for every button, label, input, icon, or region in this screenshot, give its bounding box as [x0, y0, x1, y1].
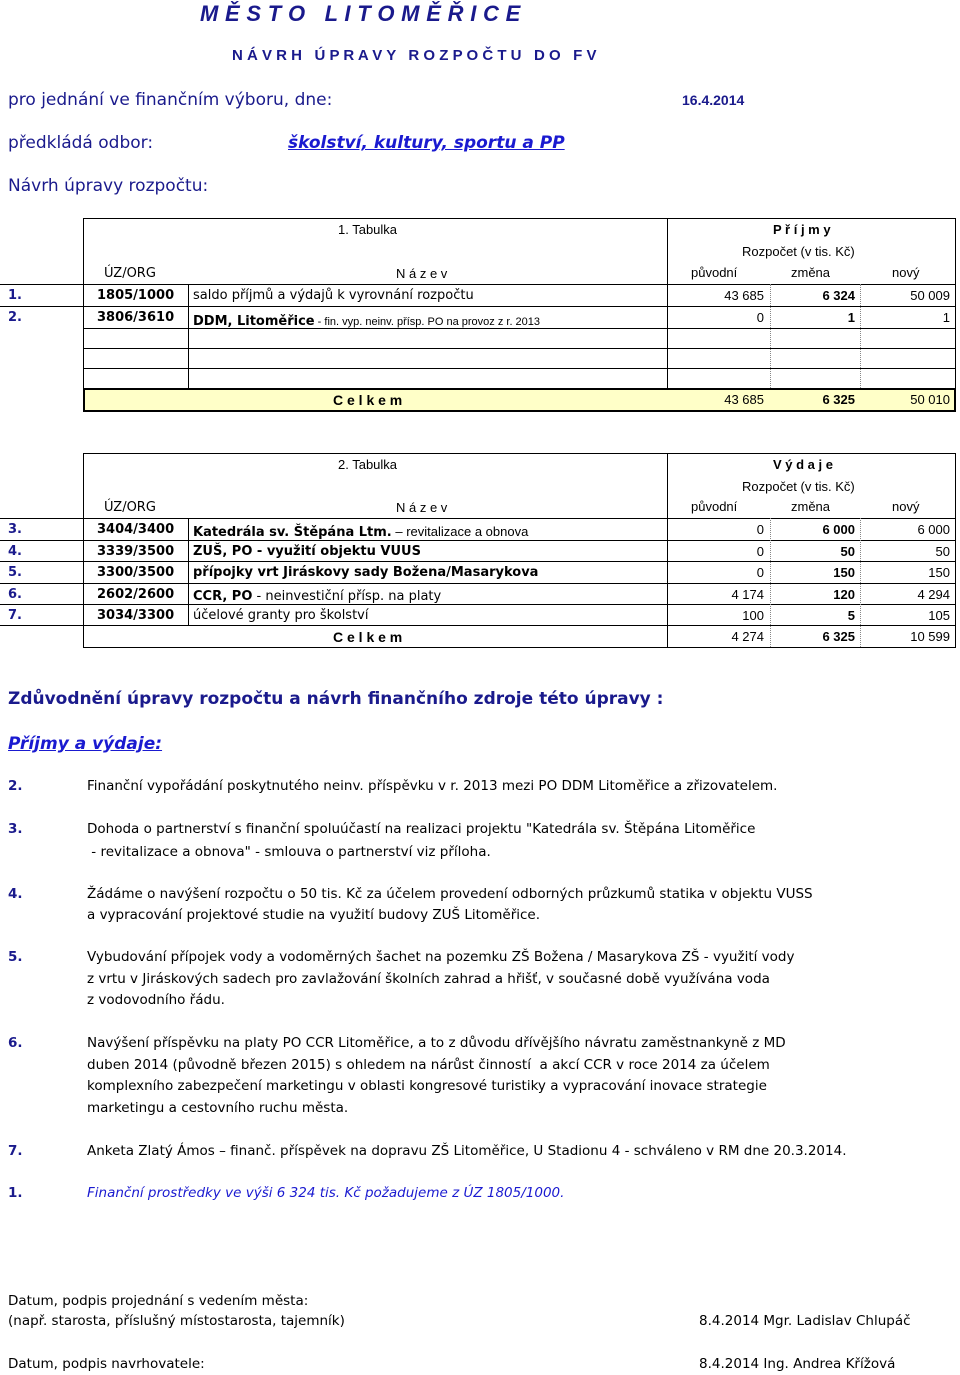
submitter-label: předkládá odbor:	[8, 133, 154, 153]
table2-section: V ý d a j e	[773, 457, 833, 472]
table2-col-name: N á z e v	[396, 500, 448, 515]
meeting-label: pro jednání ve finančním výboru, dne:	[8, 90, 333, 110]
table2-col-new: nový	[892, 499, 920, 514]
page-subtitle: N Á V R H Ú P R A V Y R O Z P O Č T U D O F V	[232, 47, 597, 64]
signature-label-management: Datum, podpis projednání s vedením města:	[8, 1293, 309, 1309]
table2-title: 2. Tabulka	[338, 457, 398, 472]
table2-col-change: změna	[791, 499, 831, 514]
signature-proposer: 8.4.2014 Ing. Andrea Křížová	[699, 1356, 896, 1372]
table2-col-orig: původní	[691, 499, 738, 514]
table1-col-new: nový	[892, 265, 920, 280]
signature-label-note: (např. starosta, příslušný místostarosta, tajemník)	[8, 1313, 345, 1329]
signature-management: 8.4.2014 Mgr. Ladislav Chlupáč	[699, 1313, 911, 1329]
table2-budget-label: Rozpočet (v tis. Kč)	[742, 479, 855, 494]
table1-section: P ř í j m y	[773, 222, 831, 237]
table1-budget-label: Rozpočet (v tis. Kč)	[742, 244, 855, 259]
table1-col-name: N á z e v	[396, 266, 448, 281]
submitter-value: školství, kultury, sportu a PP	[288, 133, 565, 153]
table2-col-uz: ÚZ/ORG	[104, 500, 156, 515]
table1-col-orig: původní	[691, 265, 738, 280]
meeting-date: 16.4.2014	[682, 92, 745, 108]
table1-title: 1. Tabulka	[338, 222, 398, 237]
table1-col-change: změna	[791, 265, 831, 280]
signature-label-proposer: Datum, podpis navrhovatele:	[8, 1356, 205, 1372]
justification-heading: Zdůvodnění úpravy rozpočtu a návrh finančního zdroje této úpravy :	[8, 689, 664, 709]
justification-subheading: Příjmy a výdaje:	[8, 734, 163, 754]
page-title: M Ě S T O L I T O M Ě Ř I C E	[200, 1, 521, 26]
table1-col-uz: ÚZ/ORG	[104, 266, 156, 281]
proposal-label: Návrh úpravy rozpočtu:	[8, 176, 209, 196]
